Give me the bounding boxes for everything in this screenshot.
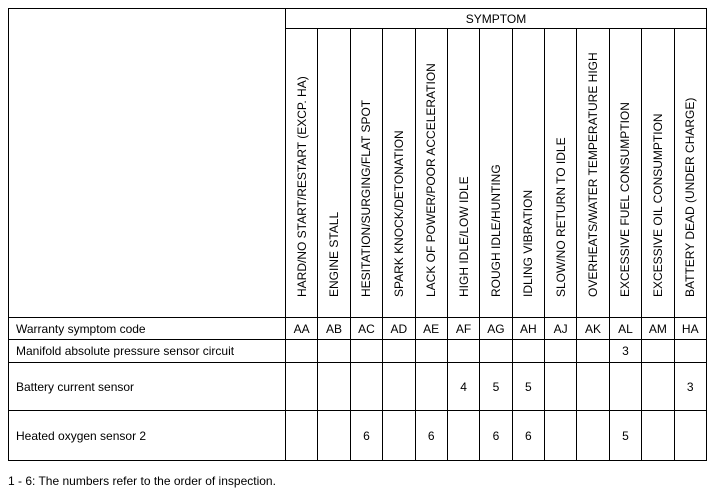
warranty-code-cell: AF xyxy=(447,318,479,340)
table-cell xyxy=(350,340,382,363)
column-header-label: BATTERY DEAD (UNDER CHARGE) xyxy=(683,97,698,297)
warranty-code-cell: AE xyxy=(415,318,447,340)
table-cell xyxy=(383,340,415,363)
warranty-code-row xyxy=(9,318,707,340)
table-cell xyxy=(545,411,577,461)
column-header-label: SLOW/NO RETURN TO IDLE xyxy=(553,137,568,297)
warranty-code-cell: AJ xyxy=(545,318,577,340)
column-header xyxy=(642,29,674,318)
row-label: Battery current sensor xyxy=(9,363,286,411)
table-corner-blank xyxy=(9,9,286,318)
warranty-code-cell: AC xyxy=(350,318,382,340)
column-header-label: EXCESSIVE OIL CONSUMPTION xyxy=(650,113,665,297)
table-row xyxy=(9,363,707,411)
table-row xyxy=(9,411,707,461)
table-cell: 6 xyxy=(415,411,447,461)
table-cell: 3 xyxy=(609,340,641,363)
table-cell: 6 xyxy=(480,411,512,461)
table-cell xyxy=(447,340,479,363)
table-row xyxy=(9,340,707,363)
row-label: Warranty symptom code xyxy=(9,318,286,340)
warranty-code-cell: HA xyxy=(674,318,707,340)
column-header-label: OVERHEATS/WATER TEMPERATURE HIGH xyxy=(586,52,601,297)
column-header xyxy=(286,29,318,318)
warranty-code-cell: AM xyxy=(642,318,674,340)
column-header-label: HARD/NO START/RESTART (EXCP. HA) xyxy=(294,76,309,297)
table-cell xyxy=(577,340,609,363)
table-cell xyxy=(609,363,641,411)
column-header-label: SPARK KNOCK/DETONATION xyxy=(391,130,406,297)
column-header xyxy=(674,29,707,318)
column-header-label: HIGH IDLE/LOW IDLE xyxy=(456,176,471,297)
table-cell: 5 xyxy=(609,411,641,461)
column-header-label: ENGINE STALL xyxy=(327,211,342,297)
column-header xyxy=(609,29,641,318)
column-header xyxy=(415,29,447,318)
row-label: Heated oxygen sensor 2 xyxy=(9,411,286,461)
table-cell xyxy=(318,411,350,461)
table-cell xyxy=(286,363,318,411)
symptom-table-container xyxy=(8,8,707,461)
column-header xyxy=(318,29,350,318)
column-header xyxy=(577,29,609,318)
table-cell xyxy=(286,411,318,461)
table-cell xyxy=(350,363,382,411)
symptom-group-header: SYMPTOM xyxy=(286,9,707,29)
warranty-code-cell: AH xyxy=(512,318,544,340)
table-cell: 3 xyxy=(674,363,707,411)
warranty-code-cell: AL xyxy=(609,318,641,340)
column-header xyxy=(545,29,577,318)
warranty-code-cell: AB xyxy=(318,318,350,340)
column-header-label: EXCESSIVE FUEL CONSUMPTION xyxy=(618,102,633,297)
table-cell xyxy=(415,363,447,411)
table-cell xyxy=(674,340,707,363)
column-header-label: IDLING VIBRATION xyxy=(521,189,536,297)
table-cell xyxy=(383,411,415,461)
column-header xyxy=(447,29,479,318)
table-cell xyxy=(577,363,609,411)
column-header xyxy=(512,29,544,318)
table-cell: 4 xyxy=(447,363,479,411)
table-cell xyxy=(512,340,544,363)
warranty-code-cell: AG xyxy=(480,318,512,340)
table-cell: 6 xyxy=(350,411,382,461)
table-cell xyxy=(545,340,577,363)
table-cell xyxy=(286,340,318,363)
table-cell xyxy=(642,363,674,411)
table-cell xyxy=(642,340,674,363)
column-header xyxy=(350,29,382,318)
table-cell xyxy=(318,340,350,363)
table-cell xyxy=(545,363,577,411)
table-cell xyxy=(577,411,609,461)
row-label: Manifold absolute pressure sensor circuit xyxy=(9,340,286,363)
column-header-label: ROUGH IDLE/HUNTING xyxy=(488,164,503,297)
column-header xyxy=(480,29,512,318)
table-cell xyxy=(642,411,674,461)
table-cell: 5 xyxy=(480,363,512,411)
table-cell xyxy=(318,363,350,411)
column-header-label: HESITATION/SURGING/FLAT SPOT xyxy=(359,99,374,297)
symptom-table xyxy=(8,8,707,461)
warranty-code-cell: AD xyxy=(383,318,415,340)
inspection-order-footnote: 1 - 6: The numbers refer to the order of inspection. xyxy=(8,474,276,488)
table-cell xyxy=(383,363,415,411)
table-cell xyxy=(480,340,512,363)
table-cell xyxy=(447,411,479,461)
table-cell xyxy=(674,411,707,461)
table-cell: 5 xyxy=(512,363,544,411)
table-cell xyxy=(415,340,447,363)
warranty-code-cell: AA xyxy=(286,318,318,340)
column-header-label: LACK OF POWER/POOR ACCELERATION xyxy=(424,63,439,297)
warranty-code-cell: AK xyxy=(577,318,609,340)
table-cell: 6 xyxy=(512,411,544,461)
column-header xyxy=(383,29,415,318)
